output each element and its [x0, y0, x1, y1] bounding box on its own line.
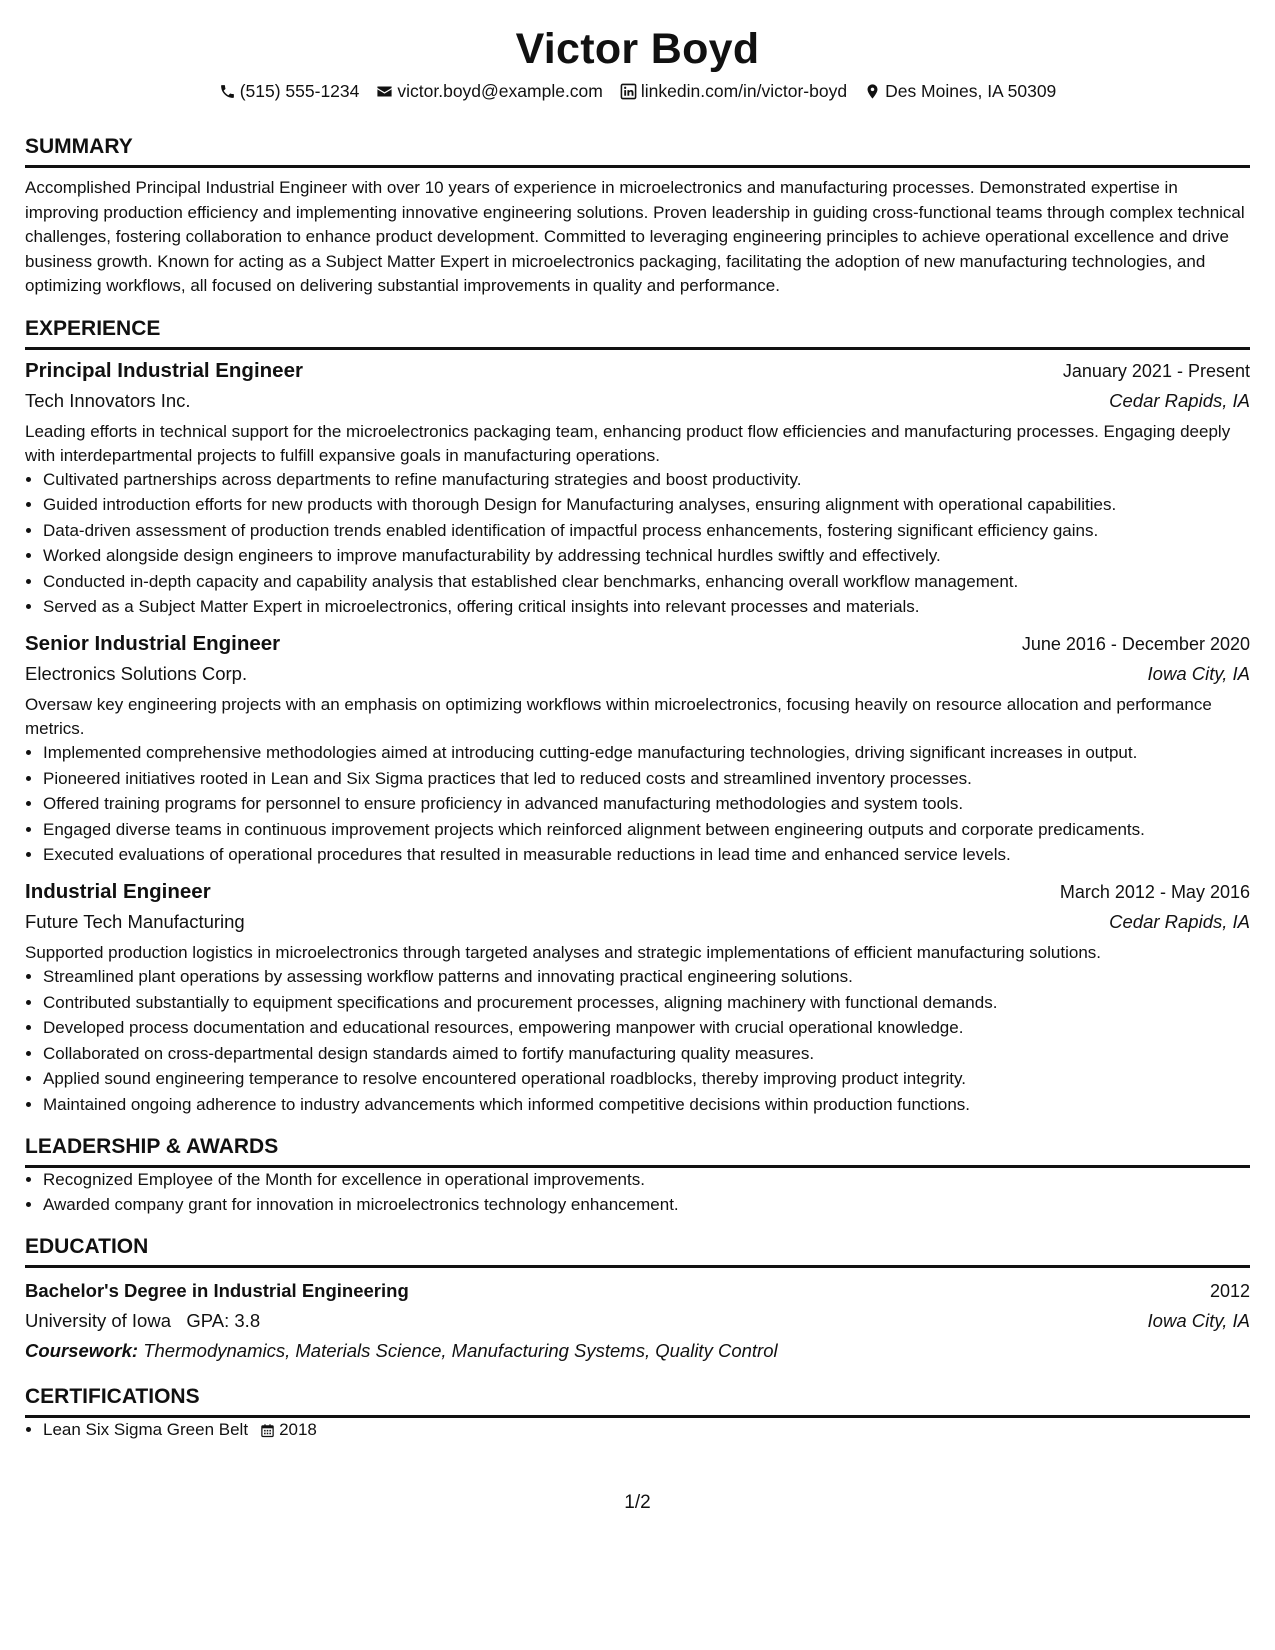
degree-title: Bachelor's Degree in Industrial Engineering [25, 1280, 409, 1301]
job-description: Leading efforts in technical support for the microelectronics packaging team, enhancing product flow efficiencies and manufacturing processes. Engaging deeply with interdepartmental projects to fulfill expansive goals in manufacturing operations. [25, 421, 1231, 465]
map-pin-icon [864, 83, 881, 100]
email-link[interactable]: victor.boyd@example.com [397, 81, 603, 101]
job-company: Electronics Solutions Corp. [25, 663, 248, 684]
list-item: • Streamlined plant operations by assessing workflow patterns and innovating practical engineering solutions. [43, 965, 1250, 989]
phone-text: (515) 555-1234 [239, 81, 360, 101]
job-title: Principal Industrial Engineer [25, 358, 303, 382]
resume-page [25, 0, 1250, 1444]
awards-list [25, 1168, 1250, 1218]
list-item: • Maintained ongoing adherence to industry advancements which informed competitive decisions within production functions. [43, 1093, 1250, 1117]
job-entry [25, 356, 1250, 620]
list-item: • Conducted in-depth capacity and capability analysis that established clear benchmarks, enhancing overall workflow management. [43, 570, 1250, 594]
list-item: • Recognized Employee of the Month for excellence in operational improvements. [43, 1168, 1250, 1192]
certifications-list [25, 1418, 1250, 1442]
school-name: University of Iowa [25, 1310, 171, 1331]
list-item: • Guided introduction efforts for new products with thorough Design for Manufacturing analyses, ensuring alignment with operational capabilities. [43, 493, 1250, 517]
experience-heading: EXPERIENCE [25, 316, 1250, 350]
graduation-year: 2012 [1209, 1281, 1250, 1301]
page-number: 1/2 [624, 1492, 651, 1513]
school-info [25, 1306, 260, 1336]
list-item: • Contributed substantially to equipment specifications and procurement processes, aligning machinery with functional demands. [43, 991, 1250, 1015]
contact-email[interactable] [376, 79, 603, 103]
education-heading: EDUCATION [25, 1234, 1250, 1268]
cert-name: • Lean Six Sigma Green Belt [43, 1420, 249, 1439]
list-item: • Served as a Subject Matter Expert in microelectronics, offering critical insights into relevant processes and materials. [43, 595, 1250, 619]
calendar-icon [260, 1423, 275, 1438]
coursework-list: Thermodynamics, Materials Science, Manufacturing Systems, Quality Control [143, 1340, 778, 1361]
list-item: • Offered training programs for personnel to ensure proficiency in advanced manufacturing methodologies and system tools. [43, 792, 1250, 816]
contact-bar [25, 79, 1250, 103]
list-item: • Collaborated on cross-departmental design standards aimed to fortify manufacturing quality measures. [43, 1042, 1250, 1066]
phone-icon [219, 83, 236, 100]
cert-date [260, 1418, 317, 1442]
linkedin-link[interactable]: linkedin.com/in/victor-boyd [640, 81, 848, 101]
linkedin-icon [620, 83, 637, 100]
coursework-label: Coursework: [25, 1340, 139, 1361]
education-entry [25, 1276, 1250, 1365]
job-title: Senior Industrial Engineer [25, 632, 281, 655]
contact-phone [219, 79, 360, 103]
list-item: • Developed process documentation and educational resources, empowering manpower with crucial operational knowledge. [43, 1016, 1250, 1040]
job-bullets [25, 741, 1250, 867]
school-location: Iowa City, IA [1147, 1310, 1250, 1331]
job-company: Future Tech Manufacturing [25, 911, 245, 932]
job-bullets [25, 965, 1250, 1117]
job-entry [25, 629, 1250, 867]
job-company: Tech Innovators Inc. [25, 389, 191, 411]
job-bullets [25, 468, 1250, 620]
envelope-icon [376, 83, 393, 100]
job-description: Supported production logistics in microelectronics through targeted analyses and strategic implementations of efficient manufacturing solutions. [25, 943, 1101, 962]
candidate-name: Victor Boyd [515, 25, 760, 73]
coursework [25, 1336, 1250, 1365]
job-dates: January 2021 - Present [1062, 360, 1250, 381]
list-item: • Implemented comprehensive methodologies aimed at introducing cutting-edge manufacturing technologies, driving significant increases in output. [43, 741, 1250, 765]
list-item: • Applied sound engineering temperance to resolve encountered operational roadblocks, thereby improving product integrity. [43, 1067, 1250, 1091]
contact-location [864, 79, 1056, 103]
job-description: Oversaw key engineering projects with an emphasis on optimizing workflows within microelectronics, focusing heavily on resource allocation and performance metrics. [25, 695, 1212, 738]
job-entry [25, 877, 1250, 1117]
list-item: • Worked alongside design engineers to improve manufacturability by addressing technical hurdles swiftly and effectively. [43, 544, 1250, 568]
list-item: • Executed evaluations of operational procedures that resulted in measurable reductions in lead time and enhanced service levels. [43, 843, 1250, 867]
job-title: Industrial Engineer [25, 880, 211, 903]
gpa: GPA: 3.8 [186, 1310, 261, 1331]
certifications-heading: CERTIFICATIONS [25, 1384, 1250, 1418]
job-dates: June 2016 - December 2020 [1021, 634, 1250, 654]
job-location: Cedar Rapids, IA [1109, 389, 1250, 411]
job-location: Iowa City, IA [1147, 663, 1250, 684]
contact-linkedin[interactable] [620, 79, 847, 103]
summary-text: Accomplished Principal Industrial Engineer with over 10 years of experience in microelectronics and manufacturing processes. Demonstrated expertise in improving production efficiency and implementing innovative engineering solutions. Proven leadership in guiding cross-functional teams through complex technical challenges, fostering collaboration to enhance product development. Committed to leveraging engineering principles to achieve operational excellence and drive business growth. Known for acting as a Subject Matter Expert in microelectronics packaging, facilitating the adoption of new manufacturing technologies, and optimizing workflows, all focused on delivering substantial improvements in quality and performance. [25, 178, 1245, 295]
list-item [43, 1418, 1250, 1442]
job-dates: March 2012 - May 2016 [1059, 882, 1250, 902]
list-item: • Pioneered initiatives rooted in Lean and Six Sigma practices that led to reduced costs and streamlined inventory processes. [43, 767, 1250, 791]
job-location: Cedar Rapids, IA [1109, 911, 1250, 932]
list-item: • Engaged diverse teams in continuous improvement projects which reinforced alignment between engineering outputs and corporate predicaments. [43, 818, 1250, 842]
location-text: Des Moines, IA 50309 [885, 81, 1057, 101]
summary-heading: SUMMARY [25, 134, 1250, 168]
list-item: • Cultivated partnerships across departments to refine manufacturing strategies and boost productivity. [43, 468, 1250, 492]
list-item: • Awarded company grant for innovation in microelectronics technology enhancement. [43, 1193, 1250, 1217]
awards-heading: LEADERSHIP & AWARDS [25, 1134, 1250, 1168]
cert-year: 2018 [279, 1420, 317, 1439]
list-item: • Data-driven assessment of production trends enabled identification of impactful process enhancements, fostering significant efficiency gains. [43, 519, 1250, 543]
